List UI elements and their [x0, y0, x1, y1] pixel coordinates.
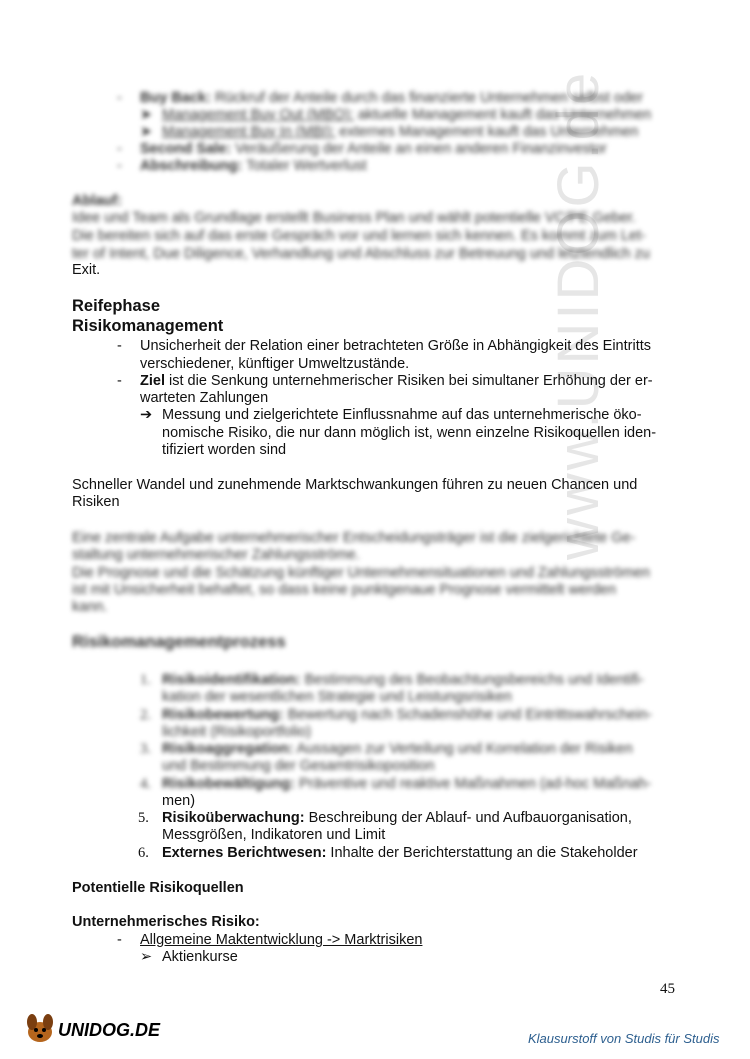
mid-p1-line-1: Eine zentrale Aufgabe unternehmerischer Entscheidungsträger ist die zielgerichtete Ge- — [72, 530, 636, 546]
ablauf-label: Ablauf: — [72, 193, 122, 209]
watermark: www.UNIDOG.de — [546, 69, 611, 560]
chevron-icon: ➢ — [140, 949, 153, 965]
rm-bullet-1-line-2: verschiedener, künftiger Umweltzustände. — [140, 356, 410, 372]
process-item-3-line-1: Risikoaggregation: Aussagen zur Verteilung und Korrelation der Risiken — [162, 741, 633, 757]
mid-p2-line-3: kann. — [72, 599, 108, 615]
mid-p1-line-2: staltung unternehmerischer Zahlungsströme. — [72, 547, 360, 563]
aktienkurse-item: Aktienkurse — [162, 949, 238, 965]
bullet-dash: - — [117, 932, 122, 948]
process-item-3-line-2: und Bestimmung der Gesamtrisikoposition — [162, 758, 435, 774]
bullet-dash: - — [117, 373, 122, 389]
bullet-dash: - — [117, 141, 122, 157]
men-text: men) — [162, 793, 196, 809]
process-heading: Risikomanagementprozess — [72, 633, 286, 651]
list-number: 1. — [140, 672, 151, 688]
list-number: 6. — [138, 845, 149, 861]
bullet-dash: - — [117, 158, 122, 174]
marktrisiken-link: Allgemeine Maktentwicklung -> Marktrisiken — [140, 932, 423, 948]
wandel-line-2: Risiken — [72, 494, 120, 510]
rm-bullet-2-line-2: warteten Zahlungen — [140, 390, 269, 406]
arrow-icon: ➔ — [140, 407, 153, 423]
arrow-icon: ➤ — [140, 124, 153, 140]
process-item-6-line-1: Externes Berichtwesen: Inhalte der Berichterstattung an die Stakeholder — [162, 845, 638, 861]
list-number: 5. — [138, 810, 149, 826]
mbo-line: Management Buy Out (MBO): aktuelle Management kauft das Unternehmen — [162, 107, 652, 123]
list-number: 2. — [140, 707, 151, 723]
ablauf-line-2: Die bereiten sich auf das erste Gespräch vor und lernen sich kennen. Es kommt zum Let- — [72, 228, 646, 244]
rm-sub-line-3: tifiziert worden sind — [162, 442, 287, 458]
footer-text: Klausurstoff von Studis für Studis — [528, 1031, 720, 1046]
mid-p2-line-2: ist mit Unsicherheit behaftet, so dass keine punktgenaue Prognose vermittelt werden — [72, 582, 617, 598]
footer-logo — [22, 1010, 161, 1046]
process-item-2-line-1: Risikobewertung: Bewertung nach Schadenshöhe und Eintrittswahrschein- — [162, 707, 653, 723]
rm-bullet-2-line-1: Ziel ist die Senkung unternehmerischer Risiken bei simultaner Erhöhung der er- — [140, 373, 653, 389]
process-item-1-line-2: kation der wesentlichen Strategie und Leistungsrisiken — [162, 689, 512, 705]
process-item-5-line-2: Messgrößen, Indikatoren und Limit — [162, 827, 386, 843]
bullet-dash: - — [117, 338, 122, 354]
process-item-5-line-1: Risikoüberwachung: Beschreibung der Ablauf- und Aufbauorganisation, — [162, 810, 632, 826]
bullet-dash: - — [117, 90, 122, 106]
process-item-1-line-1: Risikoidentifikation: Bestimmung des Beobachtungsbereichs und Identifi- — [162, 672, 644, 688]
abschreibung-line: Abschreibung: Totaler Wertverlust — [140, 158, 367, 174]
process-item-4-line-1: Risikobewältigung: Präventive und reaktive Maßnahmen (ad-hoc Maßnah- — [162, 776, 652, 792]
exit-text: Exit. — [72, 262, 101, 278]
rm-sub-line-1: Messung und zielgerichtete Einflussnahme auf das unternehmerische öko- — [162, 407, 642, 423]
potentielle-heading: Potentielle Risikoquellen — [72, 880, 244, 896]
reifephase-heading: Reifephase — [72, 297, 161, 315]
unternehmerisches-heading: Unternehmerisches Risiko: — [72, 914, 260, 930]
ablauf-line-3: ter of Intent, Due Diligence, Verhandlung und Abschluss zur Betreuung und letztendlich zu — [72, 246, 650, 262]
mbi-line: Management Buy In (MBI): externes Management kauft das Unternehmen — [162, 124, 639, 140]
footer-logo-text: UNIDOG.DE — [58, 1020, 161, 1040]
risikomanagement-heading: Risikomanagement — [72, 317, 224, 335]
list-number: 3. — [140, 741, 151, 757]
rm-bullet-1-line-1: Unsicherheit der Relation einer betrachteten Größe in Abhängigkeit des Eintritts — [140, 338, 652, 354]
second-sale-line: Second Sale: Veräußerung der Anteile an einen anderen Finanzinvestor — [140, 141, 607, 157]
dog-logo-icon — [22, 1010, 58, 1046]
mid-p2-line-1: Die Prognose und die Schätzung künftiger Unternehmensituationen und Zahlungsströmen — [72, 565, 650, 581]
ablauf-line-1: Idee und Team als Grundlage erstellt Business Plan und wählt potentielle VC/PE Geber. — [72, 210, 636, 226]
rm-sub-line-2: nomische Risiko, die nur dann möglich ist, wenn einzelne Risikoquellen iden- — [162, 425, 657, 441]
wandel-line-1: Schneller Wandel und zunehmende Marktschwankungen führen zu neuen Chancen und — [72, 477, 638, 493]
arrow-icon: ➤ — [140, 107, 153, 123]
page-number: 45 — [660, 981, 675, 997]
list-number: 4. — [140, 776, 151, 792]
buy-back-line: Buy Back: Rückruf der Anteile durch das finanzierte Unternehmen selbst oder — [140, 90, 643, 106]
process-item-2-line-2: lichkeit (Risikoportfolio) — [162, 724, 312, 740]
